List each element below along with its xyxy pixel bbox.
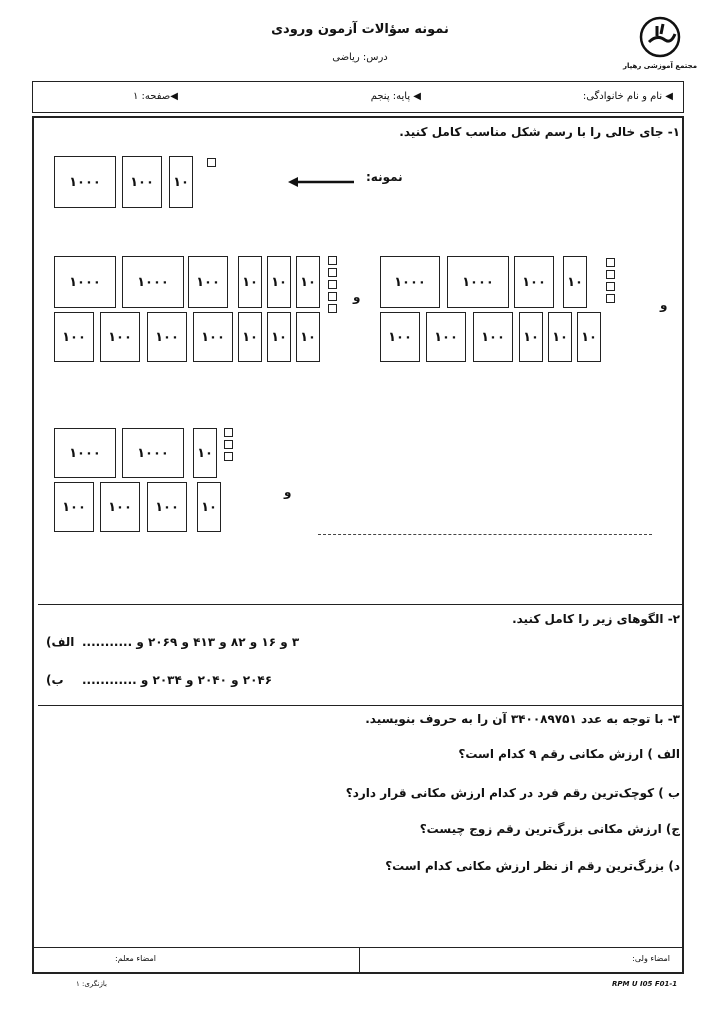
block-10: [193, 428, 217, 478]
block-1000: [122, 428, 184, 478]
block-value: ۱۰۰: [130, 174, 154, 190]
block-value: ۱۰۰: [201, 329, 225, 345]
signature-divider: [34, 947, 682, 948]
q3-part-d: د) بزرگ‌ترین رقم از نظر ارزش مکانی کدام است؟: [385, 859, 680, 873]
block-value: ۱۰: [552, 329, 568, 345]
block-1000: [122, 256, 184, 308]
block-10: [548, 312, 572, 362]
block-value: ۱۰۰: [108, 499, 132, 515]
info-bar: [32, 81, 684, 113]
page-number-text: صفحه: ۱: [133, 91, 171, 102]
block-value: ۱۰۰: [155, 499, 179, 515]
block-10: [296, 256, 320, 308]
q2-b-sequence: ۲۰۴۶ و ۲۰۴۰ و ۲۰۳۴ و ............: [82, 673, 273, 687]
block-value: ۱۰۰: [155, 329, 179, 345]
grade-text: پایه: پنجم: [370, 91, 411, 102]
block-value: ۱۰: [523, 329, 539, 345]
unit-square: [224, 440, 233, 449]
signature-mid-divider: [359, 947, 360, 972]
block-10: [577, 312, 601, 362]
block-value: ۱۰: [567, 274, 583, 290]
block-value: ۱۰۰۰: [69, 174, 101, 190]
block-100: [514, 256, 554, 308]
parent-signature-label: امضاء ولی:: [632, 954, 670, 963]
main-frame: [32, 116, 684, 974]
block-10: [169, 156, 193, 208]
block-100: [147, 482, 187, 532]
block-value: ۱۰۰۰: [137, 274, 169, 290]
school-logo: [635, 16, 685, 58]
block-value: ۱۰۰: [388, 329, 412, 345]
block-100: [193, 312, 233, 362]
block-100: [54, 482, 94, 532]
block-value: ۱۰: [242, 329, 258, 345]
unit-square: [328, 268, 337, 277]
block-value: ۱۰: [242, 274, 258, 290]
block-value: ۱۰۰: [108, 329, 132, 345]
block-10: [563, 256, 587, 308]
block-10: [296, 312, 320, 362]
block-100: [100, 312, 140, 362]
block-10: [519, 312, 543, 362]
block-100: [473, 312, 513, 362]
block-100: [100, 482, 140, 532]
divider-q1-q2: [38, 604, 682, 605]
block-value: ۱۰: [201, 499, 217, 515]
block-value: ۱۰: [300, 329, 316, 345]
unit-square: [328, 292, 337, 301]
q3-title: ۳- با توجه به عدد ۳۴۰۰۸۹۷۵۱ آن را به حروف بنویسید.: [365, 712, 680, 726]
unit-square: [328, 280, 337, 289]
and-separator: و: [660, 298, 668, 312]
q3-part-b: ب ) کوچک‌ترین رقم فرد در کدام ارزش مکانی قرار دارد؟: [345, 786, 680, 800]
q3-part-c: ج) ارزش مکانی بزرگ‌ترین رقم زوج چیست؟: [419, 822, 680, 836]
block-value: ۱۰۰: [62, 499, 86, 515]
page-number-label: ◀صفحه: ۱: [133, 91, 178, 102]
block-value: ۱۰: [271, 274, 287, 290]
block-value: ۱۰۰۰: [137, 445, 169, 461]
student-name-label: ◀ نام و نام خانوادگی:: [582, 91, 673, 102]
block-10: [197, 482, 221, 532]
q2-a-label: (الف: [46, 635, 75, 649]
subject-label: درس: ریاضی: [332, 52, 388, 63]
unit-square: [328, 304, 337, 313]
block-1000: [54, 256, 116, 308]
block-1000: [380, 256, 440, 308]
page-title: نمونه سؤالات آزمون ورودی: [271, 22, 449, 37]
unit-square: [606, 294, 615, 303]
block-value: ۱۰۰: [196, 274, 220, 290]
block-value: ۱۰۰: [522, 274, 546, 290]
block-100: [380, 312, 420, 362]
unit-square: [207, 158, 216, 167]
block-100: [426, 312, 466, 362]
block-value: ۱۰۰: [62, 329, 86, 345]
unit-square: [606, 282, 615, 291]
block-value: ۱۰۰۰: [69, 445, 101, 461]
block-100: [188, 256, 228, 308]
block-value: ۱۰: [300, 274, 316, 290]
block-value: ۱۰۰: [481, 329, 505, 345]
block-100: [54, 312, 94, 362]
block-1000: [54, 428, 116, 478]
q2-b-label: (ب: [46, 673, 64, 687]
logo-text: مجتمع آموزشی رهپار: [622, 62, 698, 70]
block-100: [122, 156, 162, 208]
teacher-signature-label: امضاء معلم:: [115, 954, 156, 963]
block-value: ۱۰۰۰: [69, 274, 101, 290]
q1-title: ۱- جای خالی را با رسم شکل مناسب کامل کنید.: [399, 125, 680, 139]
and-separator: و: [284, 485, 292, 499]
sample-label: نمونه:: [366, 170, 403, 184]
block-value: ۱۰: [271, 329, 287, 345]
divider-q2-q3: [38, 705, 682, 706]
unit-square: [224, 452, 233, 461]
block-10: [267, 256, 291, 308]
block-10: [238, 256, 262, 308]
block-value: ۱۰۰۰: [394, 274, 426, 290]
block-10: [238, 312, 262, 362]
unit-square: [606, 270, 615, 279]
answer-dotted-line: [318, 534, 652, 535]
revision-label: بازنگری: ۱: [76, 980, 107, 988]
block-value: ۱۰۰: [434, 329, 458, 345]
student-name-text: نام و نام خانوادگی:: [582, 91, 663, 102]
block-100: [147, 312, 187, 362]
grade-label: ◀ پایه: پنجم: [370, 91, 421, 102]
unit-square: [224, 428, 233, 437]
block-1000: [447, 256, 509, 308]
block-value: ۱۰: [581, 329, 597, 345]
block-1000: [54, 156, 116, 208]
block-value: ۱۰۰۰: [462, 274, 494, 290]
arrow-left-icon: [288, 172, 354, 191]
block-value: ۱۰: [197, 445, 213, 461]
q2-title: ۲- الگوهای زیر را کامل کنید.: [512, 612, 680, 626]
block-value: ۱۰: [173, 174, 189, 190]
unit-square: [328, 256, 337, 265]
form-code: RPM U I05 F01-1: [612, 980, 678, 988]
q3-part-a: الف ) ارزش مکانی رقم ۹ کدام است؟: [458, 747, 680, 761]
and-separator: و: [353, 290, 361, 304]
block-10: [267, 312, 291, 362]
q2-a-sequence: ۳ و ۱۶ و ۸۲ و ۴۱۳ و ۲۰۶۹ و ...........: [82, 635, 300, 649]
unit-square: [606, 258, 615, 267]
